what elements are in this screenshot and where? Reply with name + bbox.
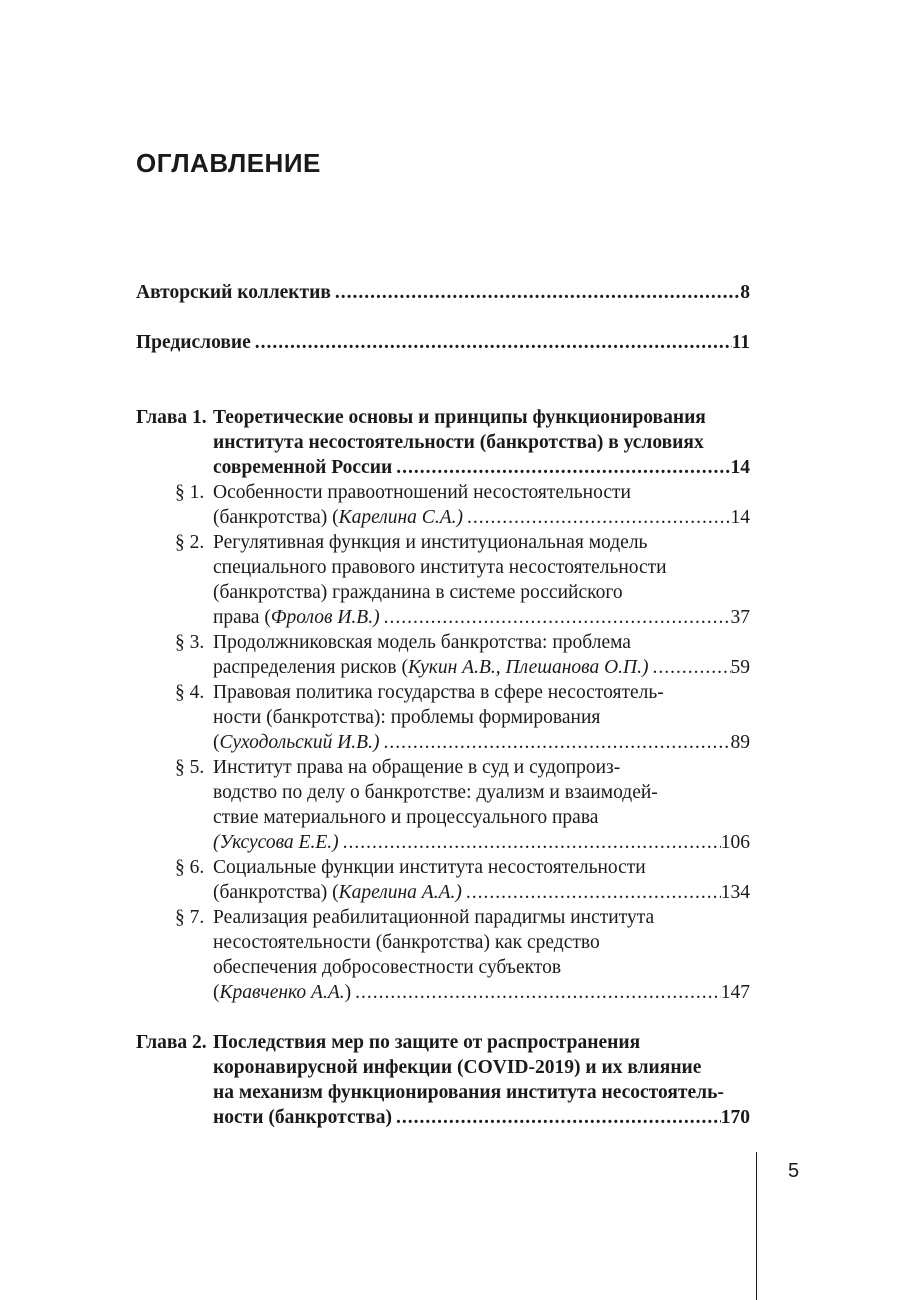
section-title-line: водство по делу о банкротстве: дуализм и взаимодей-: [213, 782, 658, 803]
section-title-text: распределения рисков (: [213, 657, 408, 678]
section-title-text: (банкротства) (: [213, 882, 339, 903]
section-title-last: [213, 505, 463, 530]
section-prefix: § 1.: [175, 482, 205, 503]
section-title-text: (: [213, 732, 220, 753]
chapter-title-line: института несостоятельности (банкротства) в условиях: [213, 432, 704, 453]
section-prefix: § 4.: [175, 682, 205, 703]
toc-entry-preface[interactable]: [136, 330, 750, 355]
leader-dots: [380, 605, 731, 630]
toc-page-number: 89: [730, 732, 750, 753]
leader-dots: [351, 980, 721, 1005]
toc-section-1[interactable]: [175, 480, 750, 530]
section-title-line: Продолжниковская модель банкротства: проблема: [213, 632, 631, 653]
leader-dots: [251, 330, 732, 355]
section-author: Кравченко А.А.: [219, 982, 345, 1003]
toc-section-5[interactable]: [175, 755, 750, 855]
section-title-last: [213, 730, 379, 755]
chapter-title-line: ности (банкротства): [213, 1107, 392, 1128]
chapter-title-line: современной России: [213, 457, 393, 478]
leader-dots: [648, 655, 730, 680]
leader-dots: [339, 830, 721, 855]
section-title-last: [213, 605, 380, 630]
toc-entry-label: Авторский коллектив: [136, 282, 331, 303]
leader-dots: [392, 1105, 721, 1130]
section-title-text: (банкротства) (: [213, 507, 339, 528]
toc-chapter-2[interactable]: [136, 1030, 750, 1130]
section-title-last: [213, 980, 351, 1005]
section-author: Карелина А.А.): [338, 882, 462, 903]
toc-entry-label: Предисловие: [136, 332, 251, 353]
section-author: (Уксусова Е.Е.): [213, 832, 339, 853]
section-prefix: § 7.: [175, 907, 205, 928]
section-author: Суходольский И.В.): [219, 732, 380, 753]
leader-dots: [463, 505, 731, 530]
section-title-last: [213, 655, 648, 680]
chapter-prefix: Глава 1.: [136, 407, 207, 428]
section-title-last: [213, 880, 462, 905]
page-margin-rule: [756, 1152, 757, 1300]
chapter-title-line: Последствия мер по защите от распространения: [213, 1032, 641, 1053]
leader-dots: [379, 730, 730, 755]
section-prefix: § 2.: [175, 532, 205, 553]
section-prefix: § 5.: [175, 757, 205, 778]
section-title-line: (банкротства) гражданина в системе российского: [213, 582, 623, 603]
toc-page-number: 59: [730, 657, 750, 678]
toc-entry-authors[interactable]: [136, 280, 750, 305]
toc-section-2[interactable]: [175, 530, 750, 630]
section-prefix: § 3.: [175, 632, 205, 653]
section-title-line: Особенности правоотношений несостоятельности: [213, 482, 631, 503]
section-title-text: права (: [213, 607, 271, 628]
section-title-line: Реализация реабилитационной парадигмы института: [213, 907, 655, 928]
section-title-text: (: [213, 982, 220, 1003]
toc-page-number: 8: [740, 282, 750, 303]
section-title-line: Институт права на обращение в суд и судопроиз-: [213, 757, 621, 778]
leader-dots: [331, 280, 740, 305]
toc-page-number: 14: [730, 507, 750, 528]
section-title-line: ности (банкротства): проблемы формирования: [213, 707, 601, 728]
chapter-prefix: Глава 2.: [136, 1032, 207, 1053]
toc-chapter-1[interactable]: [136, 405, 750, 480]
chapter-title-line: коронавирусной инфекции (COVID-2019) и их влияние: [213, 1057, 702, 1078]
page-number: 5: [788, 1160, 800, 1182]
section-author: Кукин А.В., Плешанова О.П.): [407, 657, 649, 678]
toc-page-number: 37: [730, 607, 750, 628]
toc-page-number: 106: [720, 832, 750, 853]
toc-section-3[interactable]: [175, 630, 750, 680]
toc-section-6[interactable]: [175, 855, 750, 905]
toc-page-number: 147: [720, 982, 750, 1003]
section-prefix: § 6.: [175, 857, 205, 878]
chapter-title-line: Теоретические основы и принципы функционирования: [213, 407, 706, 428]
section-title-line: обеспечения добросовестности субъектов: [213, 957, 562, 978]
toc-page-number: 134: [720, 882, 750, 903]
toc-section-4[interactable]: [175, 680, 750, 755]
section-author: Карелина С.А.): [338, 507, 463, 528]
section-author: Фролов И.В.): [270, 607, 380, 628]
section-title-line: несостоятельности (банкротства) как средство: [213, 932, 600, 953]
section-title-last: [213, 830, 339, 855]
page-title: ОГЛАВЛЕНИЕ: [136, 148, 321, 178]
toc-page-number: 14: [730, 457, 750, 478]
section-title-line: Социальные функции института несостоятельности: [213, 857, 646, 878]
leader-dots: [462, 880, 721, 905]
toc-section-7[interactable]: [175, 905, 750, 1005]
section-title-text: ): [344, 982, 352, 1003]
section-title-line: ствие материального и процессуального права: [213, 807, 599, 828]
section-title-line: Правовая политика государства в сфере несостоятель-: [213, 682, 664, 703]
chapter-title-line: на механизм функционирования института несостоятель-: [213, 1082, 724, 1103]
toc-page-number: 11: [731, 332, 750, 353]
toc-page-number: 170: [720, 1107, 750, 1128]
leader-dots: [392, 455, 730, 480]
section-title-line: Регулятивная функция и институциональная модель: [213, 532, 648, 553]
section-title-line: специального правового института несостоятельности: [213, 557, 667, 578]
